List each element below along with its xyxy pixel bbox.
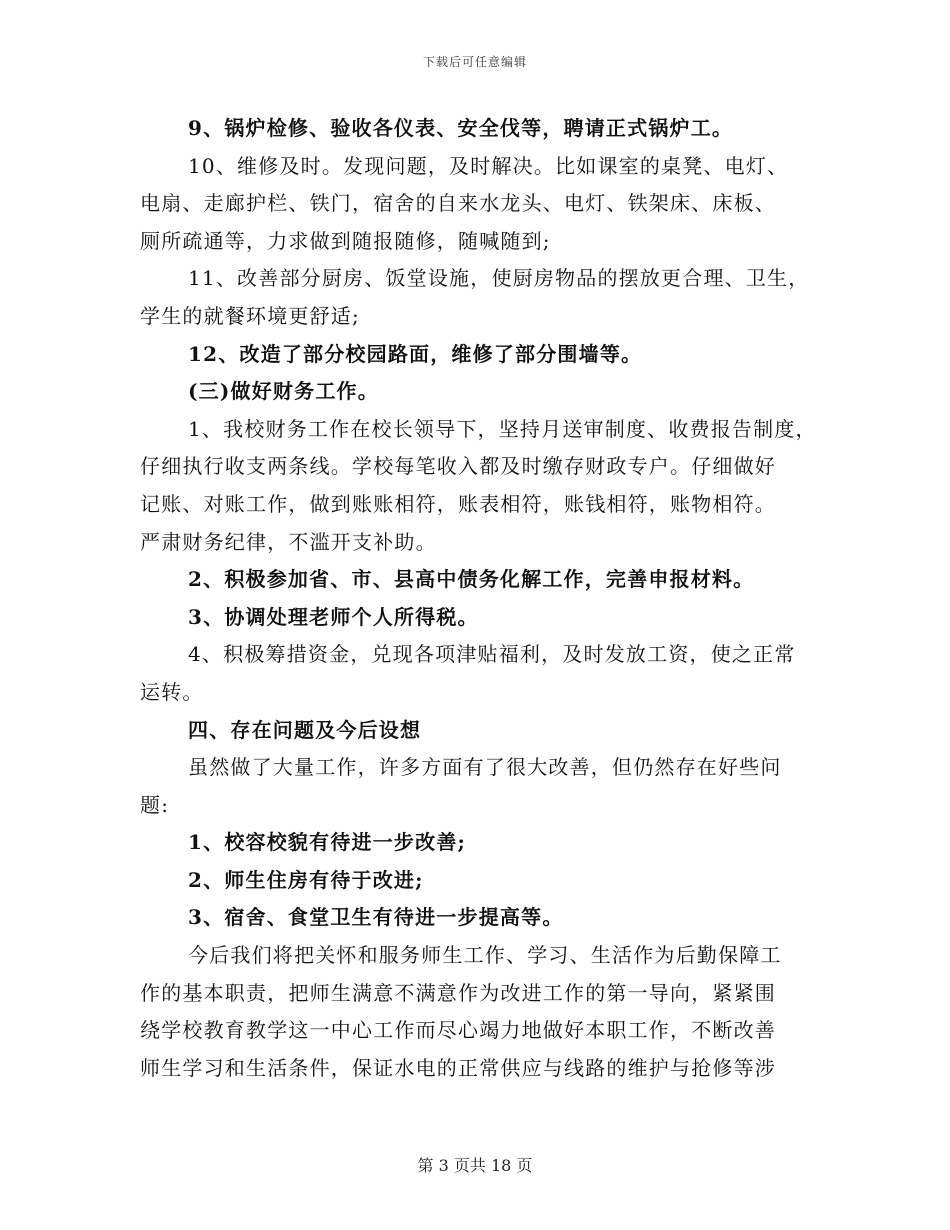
text-line: 四、存在问题及今后设想 <box>188 717 422 742</box>
text-line: 3、协调处理老师个人所得税。 <box>188 604 479 629</box>
text-line: 记账、对账工作，做到账账相符，账表相符，账钱相符，账物相符。 <box>140 491 776 516</box>
paragraph <box>140 937 820 1087</box>
text-line: 题: <box>140 792 170 817</box>
document-body <box>140 110 820 1087</box>
text-line: 2、师生住房有待于改进; <box>188 867 424 892</box>
text-line: 严肃财务纪律，不滥开支补助。 <box>140 529 437 554</box>
text-line: 9、锅炉检修、验收各仪表、安全伐等，聘请正式锅炉工。 <box>188 116 734 140</box>
paragraph <box>140 899 820 937</box>
paragraph <box>140 862 820 900</box>
text-line: 师生学习和生活条件，保证水电的正常供应与线路的维护与抢修等涉 <box>140 1055 776 1080</box>
section-heading <box>140 373 820 411</box>
paragraph <box>140 824 820 862</box>
text-line: 电扇、走廊护栏、铁门，宿舍的自来水龙头、电灯、铁架床、床板、 <box>140 191 776 216</box>
text-line: 1、我校财务工作在校长领导下，坚持月送审制度、收费报告制度， <box>188 416 817 441</box>
text-line: 厕所疏通等，力求做到随报随修，随喊随到; <box>140 228 551 253</box>
text-line: 12、改造了部分校园路面，维修了部分围墙等。 <box>188 341 643 366</box>
page-footer: 第 3 页共 18 页 <box>417 1156 533 1175</box>
paragraph <box>140 561 820 599</box>
page-header: 下载后可任意编辑 <box>422 55 527 69</box>
paragraph <box>140 260 820 335</box>
paragraph <box>140 749 820 824</box>
text-line: 仔细执行收支两条线。学校每笔收入都及时缴存财政专户。仔细做好 <box>140 454 776 479</box>
paragraph <box>140 110 820 148</box>
text-line: 虽然做了大量工作，许多方面有了很大改善，但仍然存在好些问 <box>188 755 782 780</box>
text-line: 4、积极筹措资金，兑现各项津贴福利，及时发放工资，使之正常 <box>188 642 796 667</box>
text-line: 3、宿舍、食堂卫生有待进一步提高等。 <box>188 905 564 930</box>
text-line: (三)做好财务工作。 <box>188 379 379 404</box>
paragraph <box>140 336 820 374</box>
section-heading <box>140 712 820 750</box>
text-line: 学生的就餐环境更舒适; <box>140 303 360 328</box>
paragraph <box>140 411 820 561</box>
text-line: 1、校容校貌有待进一步改善; <box>188 830 467 855</box>
text-line: 运转。 <box>140 679 204 704</box>
text-line: 2、积极参加省、市、县高中债务化解工作，完善申报材料。 <box>188 567 755 592</box>
text-line: 今后我们将把关怀和服务师生工作、学习、生活作为后勤保障工 <box>188 943 782 968</box>
paragraph <box>140 599 820 637</box>
text-line: 11、改善部分厨房、饭堂设施，使厨房物品的摆放更合理、卫生， <box>188 266 810 291</box>
text-line: 绕学校教育教学这一中心工作而尽心竭力地做好本职工作，不断改善 <box>140 1018 776 1043</box>
text-line: 作的基本职责，把师生满意不满意作为改进工作的第一导向，紧紧围 <box>140 980 776 1005</box>
text-line: 10、维修及时。发现问题，及时解决。比如课室的桌凳、电灯、 <box>188 153 789 178</box>
paragraph <box>140 636 820 711</box>
paragraph <box>140 148 820 261</box>
